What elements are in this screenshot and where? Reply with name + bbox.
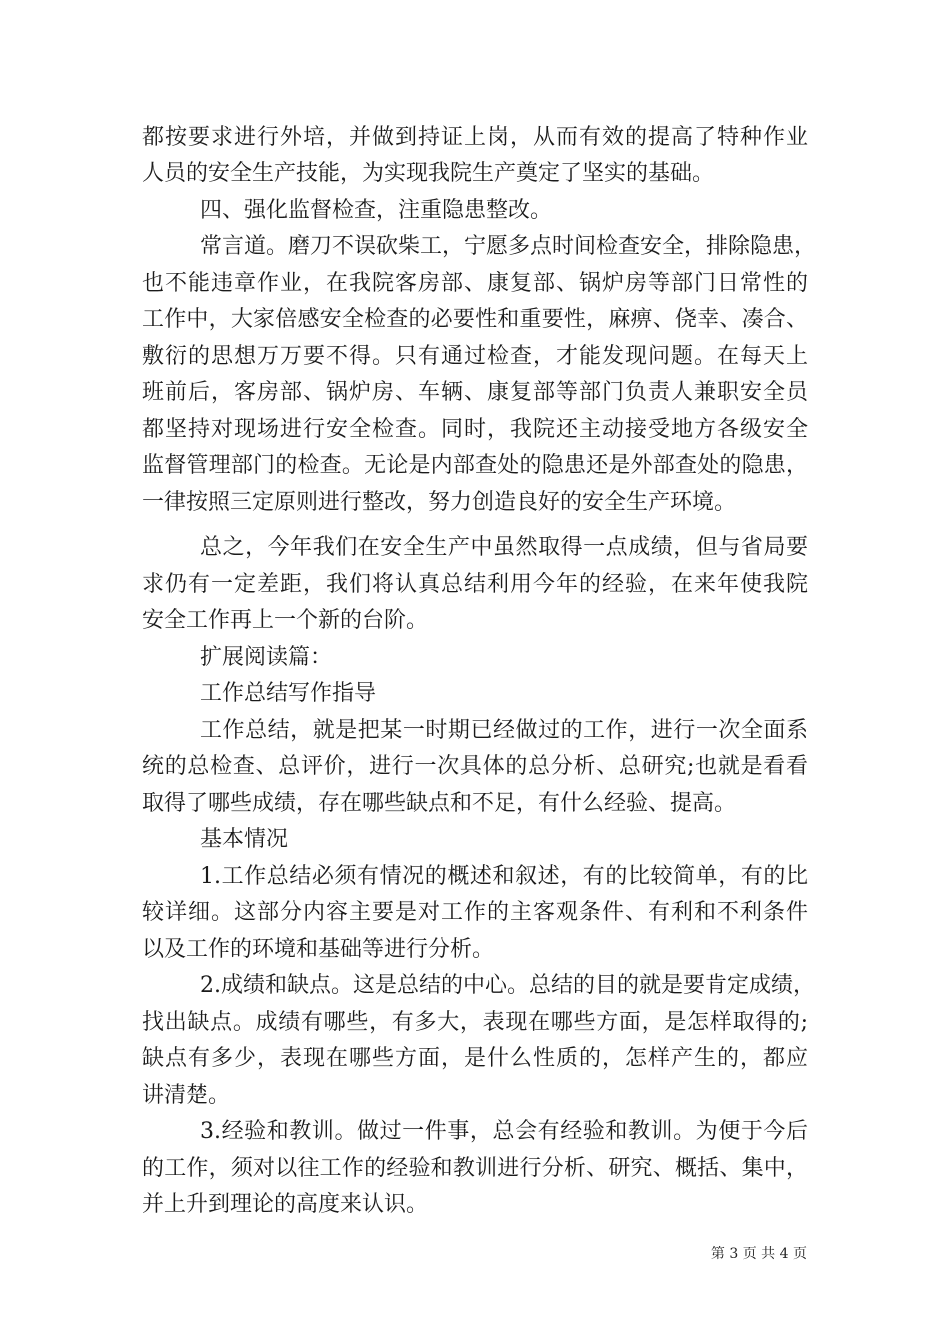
text-line: 取得了哪些成绩，存在哪些缺点和不足，有什么经验、提高。 bbox=[142, 791, 737, 816]
section-heading: 扩展阅读篇： bbox=[200, 645, 333, 670]
text-line: 常言道。磨刀不误砍柴工，宁愿多点时间检查安全，排除隐患， bbox=[200, 234, 817, 259]
text-line: 缺点有多少，表现在哪些方面，是什么性质的，怎样产生的，都应 bbox=[142, 1046, 808, 1071]
text-line: 都坚持对现场进行安全检查。同时，我院还主动接受地方各级安全 bbox=[142, 417, 808, 442]
text-line: 找出缺点。成绩有哪些，有多大，表现在哪些方面，是怎样取得的; bbox=[142, 1010, 808, 1035]
text-line: 1.工作总结必须有情况的概述和叙述，有的比较简单，有的比 bbox=[200, 864, 808, 889]
page-number: 第 3 页 共 4 页 bbox=[710, 1246, 807, 1262]
text-line: 也不能违章作业，在我院客房部、康复部、锅炉房等部门日常性的 bbox=[142, 271, 808, 296]
text-line: 讲清楚。 bbox=[142, 1083, 231, 1108]
section-heading: 四、强化监督检查，注重隐患整改。 bbox=[200, 198, 553, 223]
section-heading: 基本情况 bbox=[200, 827, 289, 852]
text-line: 都按要求进行外培，并做到持证上岗，从而有效的提高了特种作业 bbox=[142, 125, 808, 150]
text-line: 安全工作再上一个新的台阶。 bbox=[142, 608, 429, 633]
text-line: 求仍有一定差距，我们将认真总结利用今年的经验，在来年使我院 bbox=[142, 572, 808, 597]
text-line: 班前后，客房部、锅炉房、车辆、康复部等部门负责人兼职安全员 bbox=[142, 380, 808, 405]
text-line: 2.成绩和缺点。这是总结的中心。总结的目的就是要肯定成绩， bbox=[200, 973, 815, 998]
section-heading: 工作总结写作指导 bbox=[200, 681, 377, 706]
text-line: 工作总结，就是把某一时期已经做过的工作，进行一次全面系 bbox=[200, 718, 808, 743]
text-line: 3.经验和教训。做过一件事，总会有经验和教训。为便于今后 bbox=[200, 1119, 808, 1144]
text-line: 一律按照三定原则进行整改，努力创造良好的安全生产环境。 bbox=[142, 490, 737, 515]
text-line: 敷衍的思想万万要不得。只有通过检查，才能发现问题。在每天上 bbox=[142, 344, 808, 369]
text-line: 并上升到理论的高度来认识。 bbox=[142, 1192, 429, 1217]
text-line: 统的总检查、总评价，进行一次具体的总分析、总研究;也就是看看 bbox=[142, 754, 808, 779]
text-line: 的工作，须对以往工作的经验和教训进行分析、研究、概括、集中， bbox=[142, 1156, 808, 1181]
text-line: 工作中，大家倍感安全检查的必要性和重要性，麻痹、侥幸、凑合、 bbox=[142, 307, 808, 332]
text-line: 监督管理部门的检查。无论是内部查处的隐患还是外部查处的隐患， bbox=[142, 453, 808, 478]
text-line: 较详细。这部分内容主要是对工作的主客观条件、有利和不利条件 bbox=[142, 900, 808, 925]
text-line: 人员的安全生产技能，为实现我院生产奠定了坚实的基础。 bbox=[142, 161, 715, 186]
text-line: 以及工作的环境和基础等进行分析。 bbox=[142, 937, 495, 962]
text-line: 总之，今年我们在安全生产中虽然取得一点成绩，但与省局要 bbox=[200, 535, 808, 560]
